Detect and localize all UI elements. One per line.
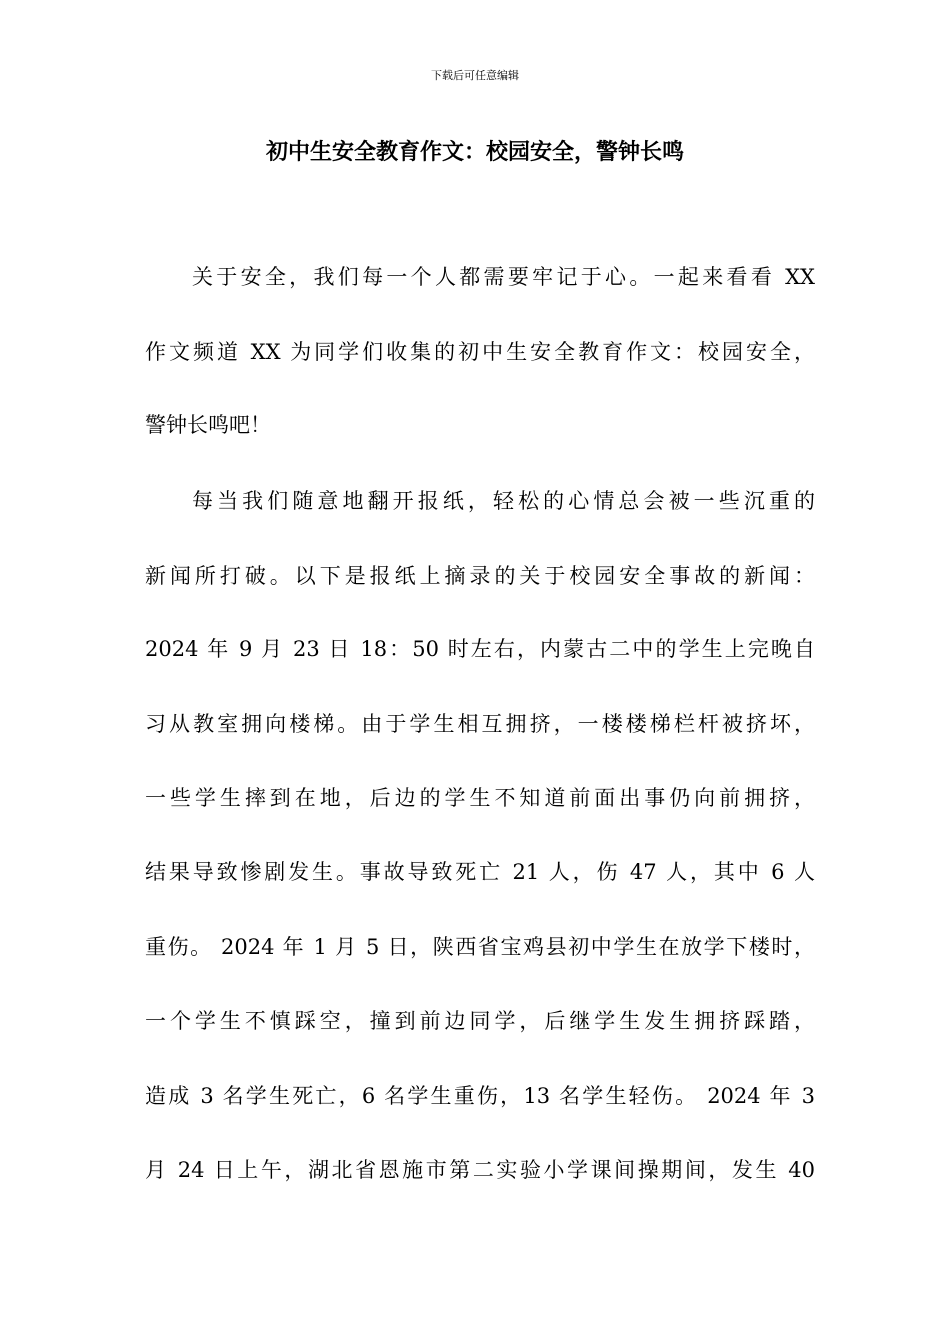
- body-line: 警钟长鸣吧！: [145, 413, 271, 437]
- body-line: 每当我们随意地翻开报纸，轻松的心情总会被一些沉重的: [192, 489, 815, 513]
- header-note: 下载后可任意编辑: [431, 69, 519, 82]
- body-line: 月 24 日上午，湖北省恩施市第二实验小学课间操期间，发生 40: [145, 1158, 815, 1182]
- body-line: 习从教室拥向楼梯。由于学生相互拥挤，一楼楼梯栏杆被挤坏，: [145, 712, 815, 736]
- body-line: 2024 年 9 月 23 日 18：50 时左右，内蒙古二中的学生上完晚自: [145, 637, 815, 661]
- body-line: 作文频道 XX 为同学们收集的初中生安全教育作文：校园安全，: [145, 340, 815, 364]
- body-line: 新闻所打破。以下是报纸上摘录的关于校园安全事故的新闻：: [145, 564, 815, 588]
- body-line: 重伤。 2024 年 1 月 5 日，陕西省宝鸡县初中学生在放学下楼时，: [145, 935, 815, 959]
- body-line: 一个学生不慎踩空，撞到前边同学，后继学生发生拥挤踩踏，: [145, 1009, 815, 1033]
- body-line: 结果导致惨剧发生。事故导致死亡 21 人，伤 47 人，其中 6 人: [145, 860, 815, 884]
- body-line: 关于安全，我们每一个人都需要牢记于心。一起来看看 XX: [192, 265, 815, 289]
- body-line: 造成 3 名学生死亡，6 名学生重伤，13 名学生轻伤。 2024 年 3: [145, 1084, 815, 1108]
- page-title: 初中生安全教育作文：校园安全，警钟长鸣: [265, 139, 684, 165]
- body-line: 一些学生摔到在地，后边的学生不知道前面出事仍向前拥挤，: [145, 786, 815, 810]
